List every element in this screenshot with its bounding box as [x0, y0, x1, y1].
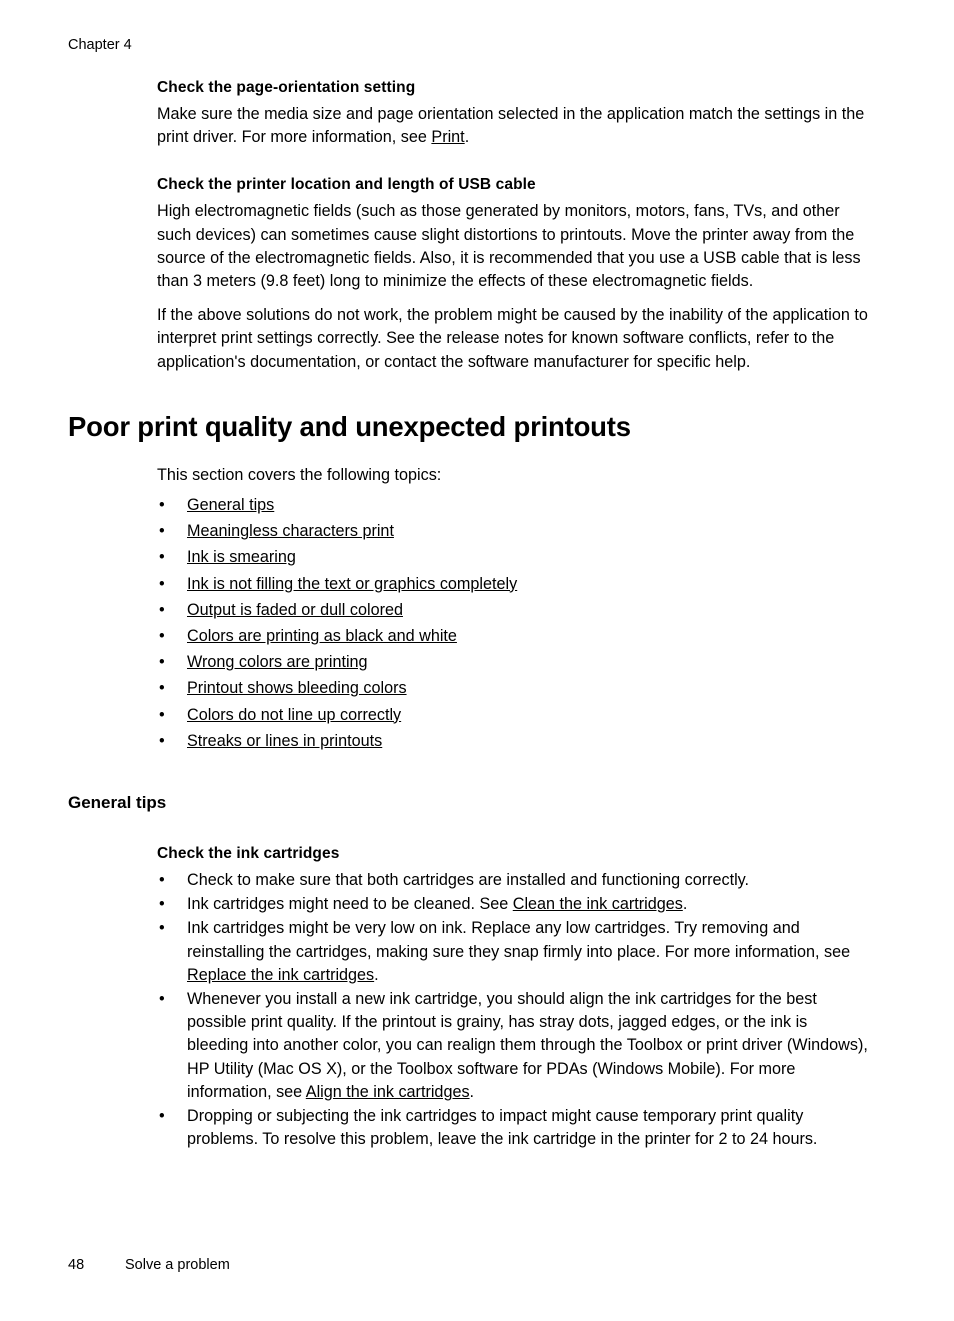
bullet-icon: •	[159, 895, 165, 914]
list-item	[157, 869, 870, 892]
paragraph-text: Make sure the media size and page orientation selected in the application match the settings in the print driver. For more information, see	[157, 105, 865, 147]
link-ink-is-smearing[interactable]: Ink is smearing	[187, 548, 296, 567]
list-item	[157, 704, 870, 727]
link-ink-not-filling-text-or-graphics[interactable]: Ink is not filling the text or graphics completely	[187, 574, 518, 593]
bullet-icon: •	[159, 548, 165, 567]
paragraph-page-orientation	[157, 103, 870, 149]
list-item-text: Check to make sure that both cartridges are installed and functioning correctly.	[187, 871, 750, 890]
bullet-icon: •	[159, 653, 165, 672]
list-item	[157, 988, 870, 1104]
list-item-text: Whenever you install a new ink cartridge, you should align the ink cartridges for the best possible print quality. If the printout is grainy, has stray dots, jagged edges, or the ink is bleeding into another color, you can realign them through the Toolbox or print driver (Windows), HP Utility (Mac OS X), or the Toolbox software for PDAs (Windows Mobile). For more information, see	[187, 990, 868, 1101]
footer-page-number: 48	[68, 1257, 85, 1273]
bullet-icon: •	[159, 871, 165, 890]
link-replace-the-ink-cartridges[interactable]: Replace the ink cartridges	[187, 965, 375, 984]
paragraph-text-tail: .	[464, 128, 470, 147]
list-item	[157, 520, 870, 543]
bullet-icon: •	[159, 679, 165, 698]
link-general-tips[interactable]: General tips	[187, 496, 275, 515]
list-item	[157, 917, 870, 987]
link-meaningless-characters-print[interactable]: Meaningless characters print	[187, 522, 394, 541]
spacer	[68, 374, 870, 410]
ink-cartridge-tips-list	[157, 869, 870, 1151]
bullet-icon: •	[159, 919, 165, 938]
bullet-icon: •	[159, 705, 165, 724]
link-printout-shows-bleeding-colors[interactable]: Printout shows bleeding colors	[187, 679, 407, 698]
link-clean-the-ink-cartridges[interactable]: Clean the ink cartridges	[512, 895, 683, 914]
list-item	[157, 494, 870, 517]
list-item	[157, 1105, 870, 1151]
spacer	[157, 293, 870, 304]
list-item	[157, 677, 870, 700]
topics-block	[157, 464, 870, 753]
running-header-chapter: Chapter 4	[68, 37, 132, 53]
spacer	[68, 756, 870, 792]
link-streaks-or-lines-in-printouts[interactable]: Streaks or lines in printouts	[187, 731, 383, 750]
link-colors-printing-as-black-and-white[interactable]: Colors are printing as black and white	[187, 627, 457, 646]
list-item-text: Ink cartridges might need to be cleaned. See	[187, 895, 513, 914]
bullet-icon: •	[159, 627, 165, 646]
list-item	[157, 573, 870, 596]
list-item	[157, 893, 870, 916]
link-wrong-colors-are-printing[interactable]: Wrong colors are printing	[187, 653, 368, 672]
list-item-text-tail: .	[682, 895, 688, 914]
paragraph-release-notes: If the above solutions do not work, the problem might be caused by the inability of the application to interpret print settings correctly. See the release notes for known software conflicts, refer to the application's documentation, or contact the software manufacturer for specific help.	[157, 306, 868, 371]
footer-section-title: Solve a problem	[125, 1257, 230, 1273]
list-item	[157, 625, 870, 648]
list-item-text: Dropping or subjecting the ink cartridges to impact might cause temporary print quality problems. To resolve this problem, leave the ink cartridge in the printer for 2 to 24 hours.	[187, 1107, 818, 1149]
topics-list	[157, 494, 870, 753]
spacer	[68, 149, 870, 175]
heading-check-page-orientation-setting: Check the page-orientation setting	[157, 79, 416, 96]
bullet-icon: •	[159, 574, 165, 593]
list-item-text: Ink cartridges might be very low on ink. Replace any low cartridges. Try removing and reinstalling the cartridges, making sure they snap firmly into place. For more information, see	[187, 919, 851, 961]
link-colors-do-not-line-up-correctly[interactable]: Colors do not line up correctly	[187, 705, 402, 724]
link-output-faded-or-dull-colored[interactable]: Output is faded or dull colored	[187, 600, 403, 619]
heading-general-tips: General tips	[68, 793, 167, 813]
bullet-icon: •	[159, 522, 165, 541]
list-item	[157, 599, 870, 622]
section-check-ink-cartridges	[157, 844, 870, 1151]
link-print[interactable]: Print	[431, 128, 465, 147]
paragraph-electromagnetic-fields: High electromagnetic fields (such as those generated by monitors, motors, fans, TVs, and other such devices) can sometimes cause slight distortions to printouts. Move the printer away from the source of the electromagnetic fields. Also, it is recommended that you use a USB cable that is less than 3 meters (9.8 feet) long to minimize the effects of these electromagnetic fields.	[157, 202, 861, 291]
heading-check-the-ink-cartridges: Check the ink cartridges	[157, 845, 340, 863]
link-align-the-ink-cartridges[interactable]: Align the ink cartridges	[305, 1082, 470, 1101]
list-item-text-tail: .	[374, 965, 379, 984]
list-item	[157, 651, 870, 674]
heading-check-printer-location-usb-cable: Check the printer location and length of USB cable	[157, 176, 536, 194]
page-footer	[68, 1256, 230, 1274]
section-printer-location	[157, 175, 870, 373]
bullet-icon: •	[159, 990, 165, 1009]
page-title-poor-print-quality: Poor print quality and unexpected printouts	[68, 410, 631, 442]
list-item	[157, 546, 870, 569]
intro-this-section-covers: This section covers the following topics:	[157, 465, 442, 484]
spacer	[157, 487, 870, 494]
spacer	[68, 443, 870, 464]
spacer	[68, 814, 870, 844]
list-item	[157, 730, 870, 753]
list-item-text-tail: .	[469, 1082, 475, 1101]
bullet-icon: •	[159, 600, 165, 619]
section-page-orientation	[157, 78, 870, 149]
bullet-icon: •	[159, 496, 165, 515]
bullet-icon: •	[159, 731, 165, 750]
bullet-icon: •	[159, 1107, 165, 1126]
page-content	[68, 78, 870, 1153]
